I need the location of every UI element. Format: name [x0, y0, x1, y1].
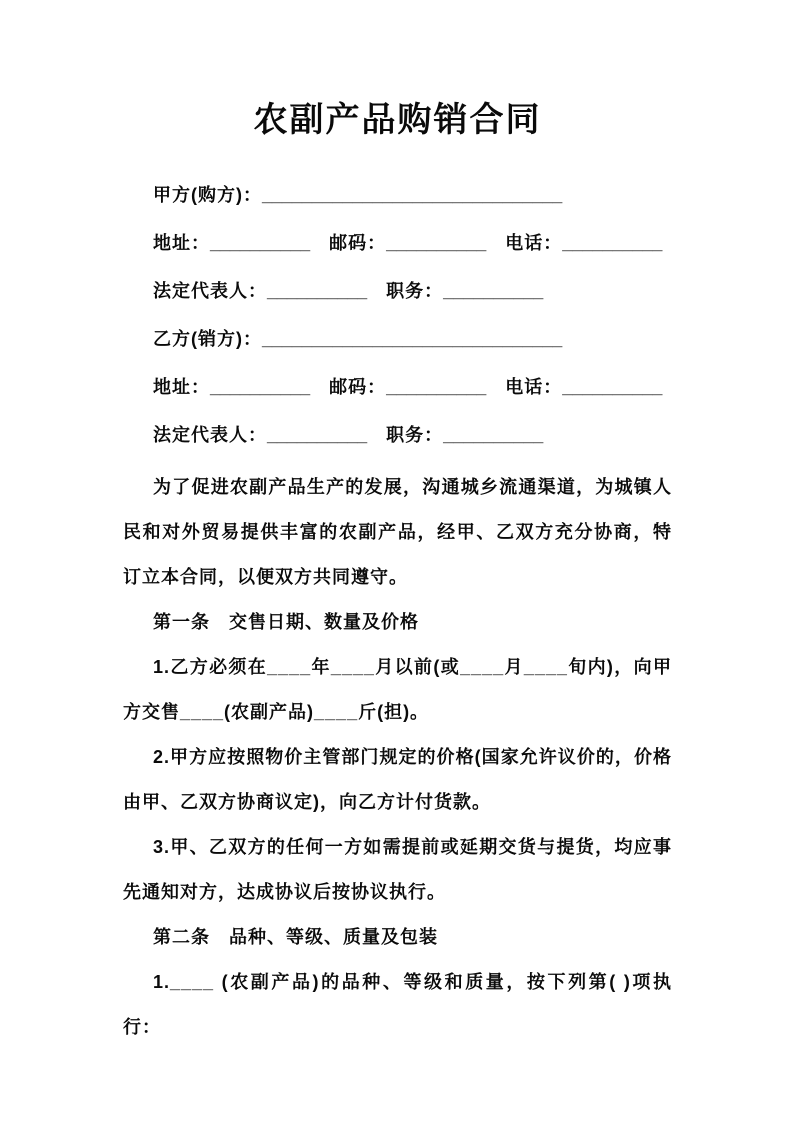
party-a-name-label: 甲方(购方)：: [153, 185, 262, 205]
party-b-representative-row: [123, 425, 672, 445]
party-b-rep-label: 法定代表人：: [153, 425, 267, 445]
party-b-postcode-label: 邮码：: [329, 377, 387, 397]
party-a-phone-label: 电话：: [505, 233, 563, 253]
party-b-name-row: [123, 329, 672, 349]
party-a-postcode-label: 邮码：: [329, 233, 387, 253]
party-a-postcode-field: [329, 233, 491, 253]
party-b-contact-row: [123, 377, 672, 397]
party-a-phone-field: [505, 233, 662, 253]
party-a-address-label: 地址：: [153, 233, 210, 253]
preamble-paragraph: 为了促进农副产品生产的发展，沟通城乡流通渠道，为城镇人民和对外贸易提供丰富的农副产品，经甲、乙双方充分协商，特订立本合同，以便双方共同遵守。: [123, 477, 672, 587]
section-2-heading: 第二条 品种、等级、质量及包装: [153, 927, 438, 947]
party-b-duty-label: 职务：: [386, 425, 444, 445]
party-a-address-field: [153, 233, 315, 253]
section-1-clause-3: 3.甲、乙双方的任何一方如需提前或延期交货与提货，均应事先通知对方，达成协议后按协议执行。: [123, 837, 672, 902]
document-title: 农副产品购销合同: [253, 101, 542, 139]
party-b-rep-field: [153, 425, 372, 445]
party-b-postcode-field: [329, 377, 491, 397]
party-a-contact-row: [123, 233, 672, 253]
party-a-postcode-blank: __________: [386, 233, 487, 253]
section-1-heading: 第一条 交售日期、数量及价格: [153, 612, 419, 632]
party-a-duty-blank: __________: [443, 281, 544, 301]
section-1-clause-1: 1.乙方必须在____年____月以前(或____月____旬内)，向甲方交售____(农副产品)____斤(担)。: [123, 657, 672, 722]
party-a-rep-field: [153, 281, 372, 301]
section-2-clause-1: 1.____ (农副产品)的品种、等级和质量，按下列第( )项执行：: [123, 972, 672, 1037]
party-b-address-blank: __________: [210, 377, 311, 397]
party-b-duty-blank: __________: [443, 425, 544, 445]
party-a-rep-label: 法定代表人：: [153, 281, 267, 301]
party-b-name-blank: ______________________________: [262, 329, 563, 349]
party-b-phone-label: 电话：: [505, 377, 563, 397]
party-a-rep-blank: __________: [267, 281, 368, 301]
party-b-name-field: [153, 329, 562, 349]
party-b-duty-field: [386, 425, 543, 445]
party-a-duty-label: 职务：: [386, 281, 444, 301]
party-b-address-label: 地址：: [153, 377, 210, 397]
party-a-name-field: [153, 185, 562, 205]
party-a-phone-blank: __________: [562, 233, 663, 253]
party-a-name-blank: ______________________________: [262, 185, 563, 205]
party-a-duty-field: [386, 281, 543, 301]
section-1-clause-2: 2.甲方应按照物价主管部门规定的价格(国家允许议价的，价格由甲、乙双方协商议定)，向乙方计付货款。: [123, 747, 672, 812]
party-b-postcode-blank: __________: [386, 377, 487, 397]
party-a-representative-row: [123, 281, 672, 301]
party-b-name-label: 乙方(销方)：: [153, 329, 262, 349]
party-a-address-blank: __________: [210, 233, 311, 253]
party-b-address-field: [153, 377, 315, 397]
party-b-phone-field: [505, 377, 662, 397]
party-b-phone-blank: __________: [562, 377, 663, 397]
party-b-rep-blank: __________: [267, 425, 368, 445]
party-a-name-row: [123, 185, 672, 205]
